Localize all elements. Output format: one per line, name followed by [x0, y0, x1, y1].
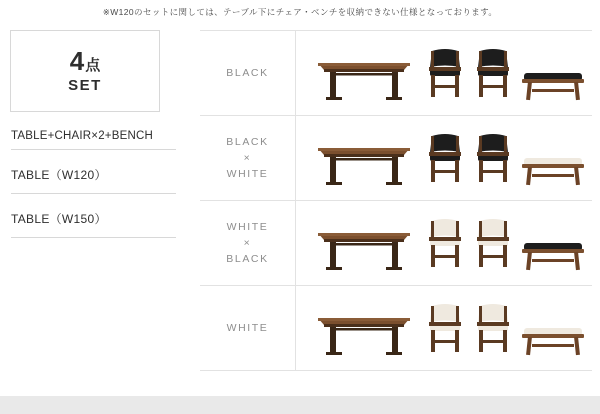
- variant-label-line: BLACK: [226, 135, 269, 148]
- variant-items: [296, 116, 592, 200]
- variant-items: [296, 201, 592, 285]
- top-note: ※W120のセットに関しては、テーブル下にチェア・ベンチを収納できない仕様となっております。: [102, 7, 498, 17]
- variant-label-line: WHITE: [226, 168, 269, 181]
- size-option-1: TABLE（W150）: [11, 194, 176, 238]
- set-number-value: 4: [69, 46, 86, 77]
- variant-rows: [200, 30, 592, 371]
- chair-image-2: [472, 45, 514, 103]
- table-image: [312, 47, 416, 103]
- table-image: [312, 302, 416, 358]
- variant-items: [296, 31, 592, 115]
- chair-image-2: [472, 215, 514, 273]
- chair-image-1: [424, 300, 466, 358]
- set-label: SET: [68, 76, 102, 94]
- bench-image: [518, 57, 588, 103]
- table-row[interactable]: [200, 116, 592, 201]
- table-row[interactable]: [200, 30, 592, 116]
- chair-image-2: [472, 300, 514, 358]
- footer-bar: [0, 396, 600, 414]
- variant-label: [200, 31, 296, 115]
- composition-text: TABLE+CHAIR×2+BENCH: [11, 130, 176, 150]
- chair-image-1: [424, 215, 466, 273]
- size-option-0: TABLE（W120）: [11, 150, 176, 194]
- variant-label-line: WHITE: [226, 220, 269, 233]
- table-row[interactable]: [200, 201, 592, 286]
- variant-label-line: BLACK: [226, 253, 269, 266]
- table-image: [312, 132, 416, 188]
- variant-label-line: WHITE: [226, 321, 269, 334]
- left-info-column: [8, 30, 194, 238]
- set-number-unit: 点: [85, 57, 101, 75]
- variant-items: [296, 286, 592, 370]
- variant-label: [200, 201, 296, 285]
- variant-label-line: ×: [243, 151, 252, 164]
- set-badge: [10, 30, 160, 112]
- chair-image-1: [424, 130, 466, 188]
- bench-image: [518, 312, 588, 358]
- chair-image-2: [472, 130, 514, 188]
- set-number: [70, 48, 100, 75]
- bench-image: [518, 227, 588, 273]
- table-row[interactable]: [200, 286, 592, 371]
- variant-label-line: BLACK: [226, 66, 269, 79]
- variant-label: [200, 116, 296, 200]
- chair-image-1: [424, 45, 466, 103]
- variant-label: [200, 286, 296, 370]
- table-image: [312, 217, 416, 273]
- bench-image: [518, 142, 588, 188]
- variant-label-line: ×: [243, 236, 252, 249]
